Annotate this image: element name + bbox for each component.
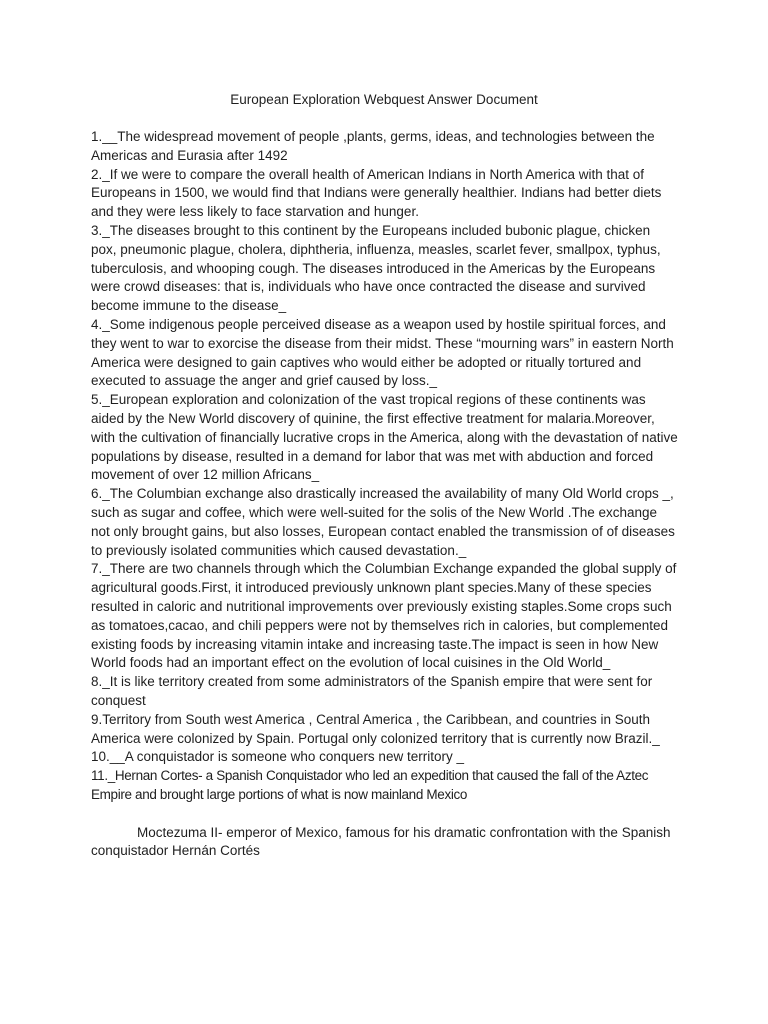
document-title: European Exploration Webquest Answer Document	[230, 92, 538, 107]
answer-4: 4._Some indigenous people perceived disease as a weapon used by hostile spiritual forces, and they went to war to exorcise the disease from their midst. These “mourning wars” in eastern North America were designed to gain captives who would either be adopted or ritually tortured and executed to assuage the anger and grief caused by loss._	[91, 316, 674, 389]
answer-10: 10.__A conquistador is someone who conquers new territory _	[91, 749, 464, 765]
answer-1: 1.__The widespread movement of people ,plants, germs, ideas, and technologies between the Americas and Eurasia after 1492	[91, 129, 655, 163]
answer-8: 8._It is like territory created from some administrators of the Spanish empire that were sent for conquest	[91, 674, 653, 708]
closing-paragraph: Moctezuma II- emperor of Mexico, famous for his dramatic confrontation with the Spanish conquistador Hernán Cortés	[91, 824, 671, 859]
answer-9: 9.Territory from South west America , Central America , the Caribbean, and countries in South America were colonized by Spain. Portugal only colonized territory that is currently now Brazil._	[91, 711, 660, 746]
answer-5: 5._European exploration and colonization of the vast tropical regions of these continents was aided by the New World discovery of quinine, the first effective treatment for malaria.Moreover, with the cultivation of financially lucrative crops in the America, along with the devastation of native populations by disease, resulted in a demand for labor that was met with abduction and forced movement of over 12 million Africans_	[91, 392, 678, 483]
answer-7: 7._There are two channels through which the Columbian Exchange expanded the global supply of agricultural goods.First, it introduced previously unknown plant species.Many of these species resulted in caloric and nutritional improvements over previously existing staples.Some crops such as tomatoes,cacao, and chili peppers were not by themselves rich in calories, but complemented existing foods by increasing vitamin intake and increasing taste.The impact is seen in how New World foods had an important effect on the evolution of local cuisines in the Old World_	[91, 561, 677, 671]
document-body	[91, 128, 679, 861]
answer-11: 11._Hernan Cortes- a Spanish Conquistador who led an expedition that caused the fall of the Aztec Empire and brought large portions of what is now mainland Mexico	[91, 768, 649, 802]
answer-3: 3._The diseases brought to this continent by the Europeans included bubonic plague, chicken pox, pneumonic plague, cholera, diphtheria, influenza, measles, scarlet fever, smallpox, typhus, tuberculosis, and whooping cough. The diseases introduced in the Americas by the Europeans were crowd diseases: that is, individuals who have once contracted the disease and survived become immune to the disease_	[91, 222, 661, 314]
answer-6: 6._The Columbian exchange also drastically increased the availability of many Old World crops _, such as sugar and coffee, which were well-suited for the solis of the New World .The exchange not only brought gains, but also losses, European contact enabled the transmission of of diseases to previously isolated communities which caused devastation._	[91, 486, 675, 558]
answer-2: 2._If we were to compare the overall health of American Indians in North America with that of Europeans in 1500, we would find that Indians were generally healthier. Indians had better diets and they were less likely to face starvation and hunger.	[91, 166, 662, 220]
